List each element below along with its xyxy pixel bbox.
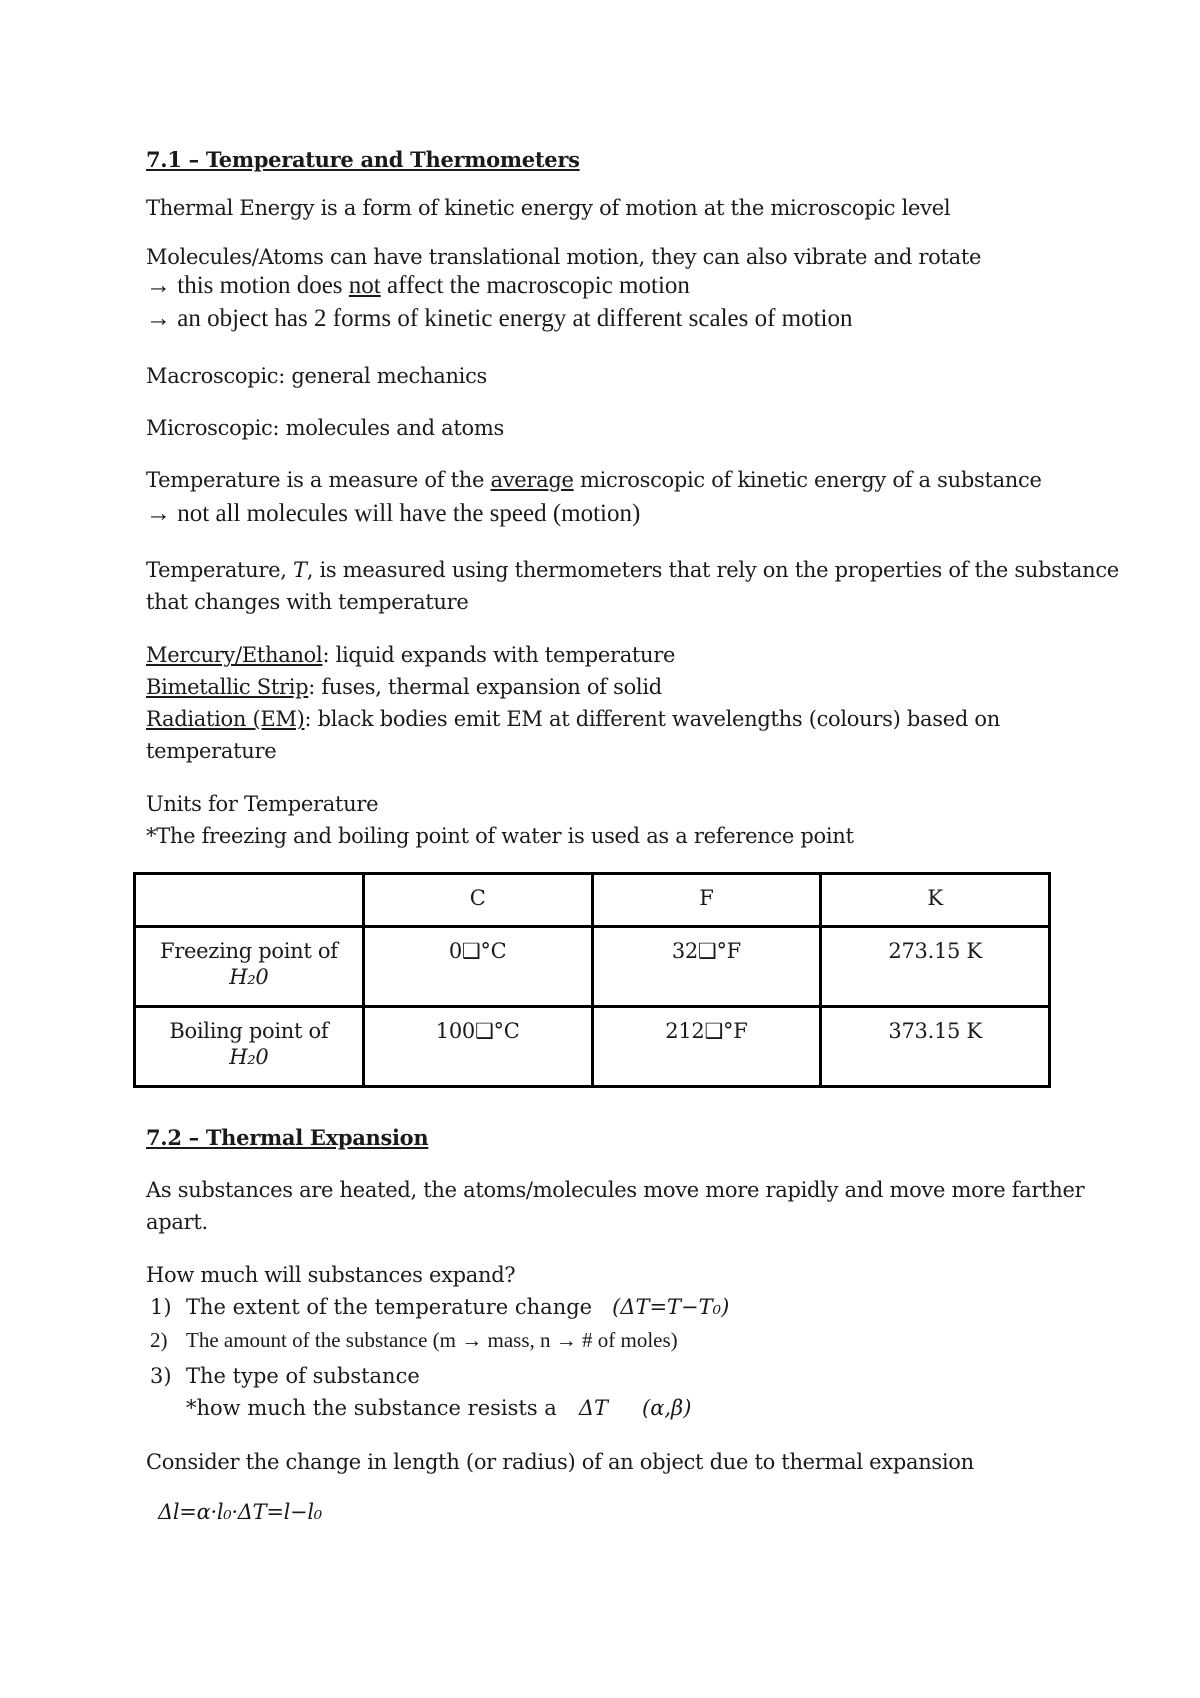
table-cell-kelvin: 373.15 K bbox=[821, 1007, 1050, 1087]
thermometer-type-radiation-cont: temperature bbox=[146, 739, 277, 763]
table-cell-celsius: 100❑°C bbox=[363, 1007, 592, 1087]
paragraph-text: microscopic of kinetic energy of a substance bbox=[573, 468, 1042, 492]
arrow-note-not-macroscopic bbox=[146, 272, 690, 300]
list-item-3-note bbox=[186, 1394, 691, 1422]
paragraph-heated-substances-cont: apart. bbox=[146, 1210, 208, 1234]
list-item-2 bbox=[150, 1326, 678, 1354]
emphasis-not: not bbox=[348, 272, 381, 299]
arrow-note-two-forms: → an object has 2 forms of kinetic energy at different scales of motion bbox=[146, 305, 853, 332]
paragraph-consider-length: Consider the change in length (or radius) of an object due to thermal expansion bbox=[146, 1450, 974, 1474]
paragraph-text: Temperature is a measure of the bbox=[146, 468, 491, 492]
section-heading-7-1: 7.1 – Temperature and Thermometers bbox=[146, 147, 580, 172]
row-label-text: Freezing point of bbox=[160, 939, 338, 963]
thermometer-type-bimetallic bbox=[146, 673, 662, 701]
thermometer-description: : black bodies emit EM at different wavelengths (colours) based on bbox=[304, 707, 1000, 731]
paragraph-temperature-measured-cont: that changes with temperature bbox=[146, 590, 469, 614]
question-expand: How much will substances expand? bbox=[146, 1263, 516, 1287]
list-number: 2) bbox=[150, 1328, 168, 1352]
emphasis-average: average bbox=[490, 468, 574, 492]
table-cell-fahrenheit: 32❑°F bbox=[592, 927, 821, 1007]
thermometer-type-mercury bbox=[146, 641, 675, 669]
thermometer-description: : fuses, thermal expansion of solid bbox=[308, 675, 662, 699]
paragraph-heated-substances: As substances are heated, the atoms/molecules move more rapidly and move more farther bbox=[146, 1178, 1085, 1202]
list-text: The type of substance bbox=[186, 1364, 420, 1388]
table-cell-fahrenheit: 212❑°F bbox=[592, 1007, 821, 1087]
table-row-label bbox=[135, 927, 364, 1007]
arrow-note-text: affect the macroscopic motion bbox=[380, 272, 690, 299]
thermometer-label: Radiation (EM) bbox=[146, 707, 305, 731]
thermometer-description: : liquid expands with temperature bbox=[322, 643, 676, 667]
list-text: The extent of the temperature change bbox=[186, 1295, 593, 1319]
section-heading-7-2: 7.2 – Thermal Expansion bbox=[146, 1125, 429, 1150]
paragraph-temperature-measure bbox=[146, 466, 1042, 494]
thermometer-type-radiation bbox=[146, 705, 1000, 733]
math-symbol-T: T bbox=[293, 558, 307, 582]
list-item-3 bbox=[150, 1362, 420, 1390]
table-cell-kelvin: 273.15 K bbox=[821, 927, 1050, 1007]
table-cell-celsius: 0❑°C bbox=[363, 927, 592, 1007]
table-header-cell: C bbox=[363, 874, 592, 927]
units-title: Units for Temperature bbox=[146, 792, 379, 816]
paragraph-text: , is measured using thermometers that rely on the properties of the substance bbox=[306, 558, 1119, 582]
math-delta-t: (ΔT=T−T₀) bbox=[612, 1295, 730, 1319]
paragraph-macroscopic: Macroscopic: general mechanics bbox=[146, 364, 488, 388]
paragraph-temperature-measured bbox=[146, 556, 1119, 584]
units-note: *The freezing and boiling point of water is used as a reference point bbox=[146, 824, 854, 848]
list-text: The amount of the substance (m → mass, n → # of moles) bbox=[186, 1328, 678, 1352]
arrow-note-text: → this motion does bbox=[146, 272, 349, 299]
table-row-freezing bbox=[135, 927, 1050, 1007]
equation-linear-expansion: Δl=α·l₀·ΔT=l−l₀ bbox=[158, 1500, 322, 1524]
table-row-boiling bbox=[135, 1007, 1050, 1087]
paragraph-text: Temperature, bbox=[146, 558, 294, 582]
row-label-text: Boiling point of bbox=[169, 1019, 329, 1043]
list-item-1 bbox=[150, 1293, 729, 1321]
paragraph-microscopic: Microscopic: molecules and atoms bbox=[146, 416, 504, 440]
note-text: *how much the substance resists a bbox=[186, 1396, 557, 1420]
list-number: 3) bbox=[150, 1364, 172, 1388]
arrow-note-not-all-molecules: → not all molecules will have the speed (motion) bbox=[146, 500, 641, 527]
table-header-cell: F bbox=[592, 874, 821, 927]
temperature-units-table bbox=[133, 872, 1051, 1088]
paragraph-thermal-energy: Thermal Energy is a form of kinetic energy of motion at the microscopic level bbox=[146, 196, 951, 220]
table-header-cell: K bbox=[821, 874, 1050, 927]
row-label-formula: H₂0 bbox=[229, 1045, 269, 1069]
list-number: 1) bbox=[150, 1295, 172, 1319]
thermometer-label: Mercury/Ethanol bbox=[146, 643, 323, 667]
math-alpha-beta: (α,β) bbox=[642, 1396, 692, 1420]
paragraph-molecules: Molecules/Atoms can have translational motion, they can also vibrate and rotate bbox=[146, 245, 982, 269]
row-label-formula: H₂0 bbox=[229, 965, 269, 989]
table-header-cell bbox=[135, 874, 364, 927]
math-delta-t-symbol: ΔT bbox=[578, 1396, 608, 1420]
table-header-row bbox=[135, 874, 1050, 927]
thermometer-label: Bimetallic Strip bbox=[146, 675, 309, 699]
table-row-label bbox=[135, 1007, 364, 1087]
